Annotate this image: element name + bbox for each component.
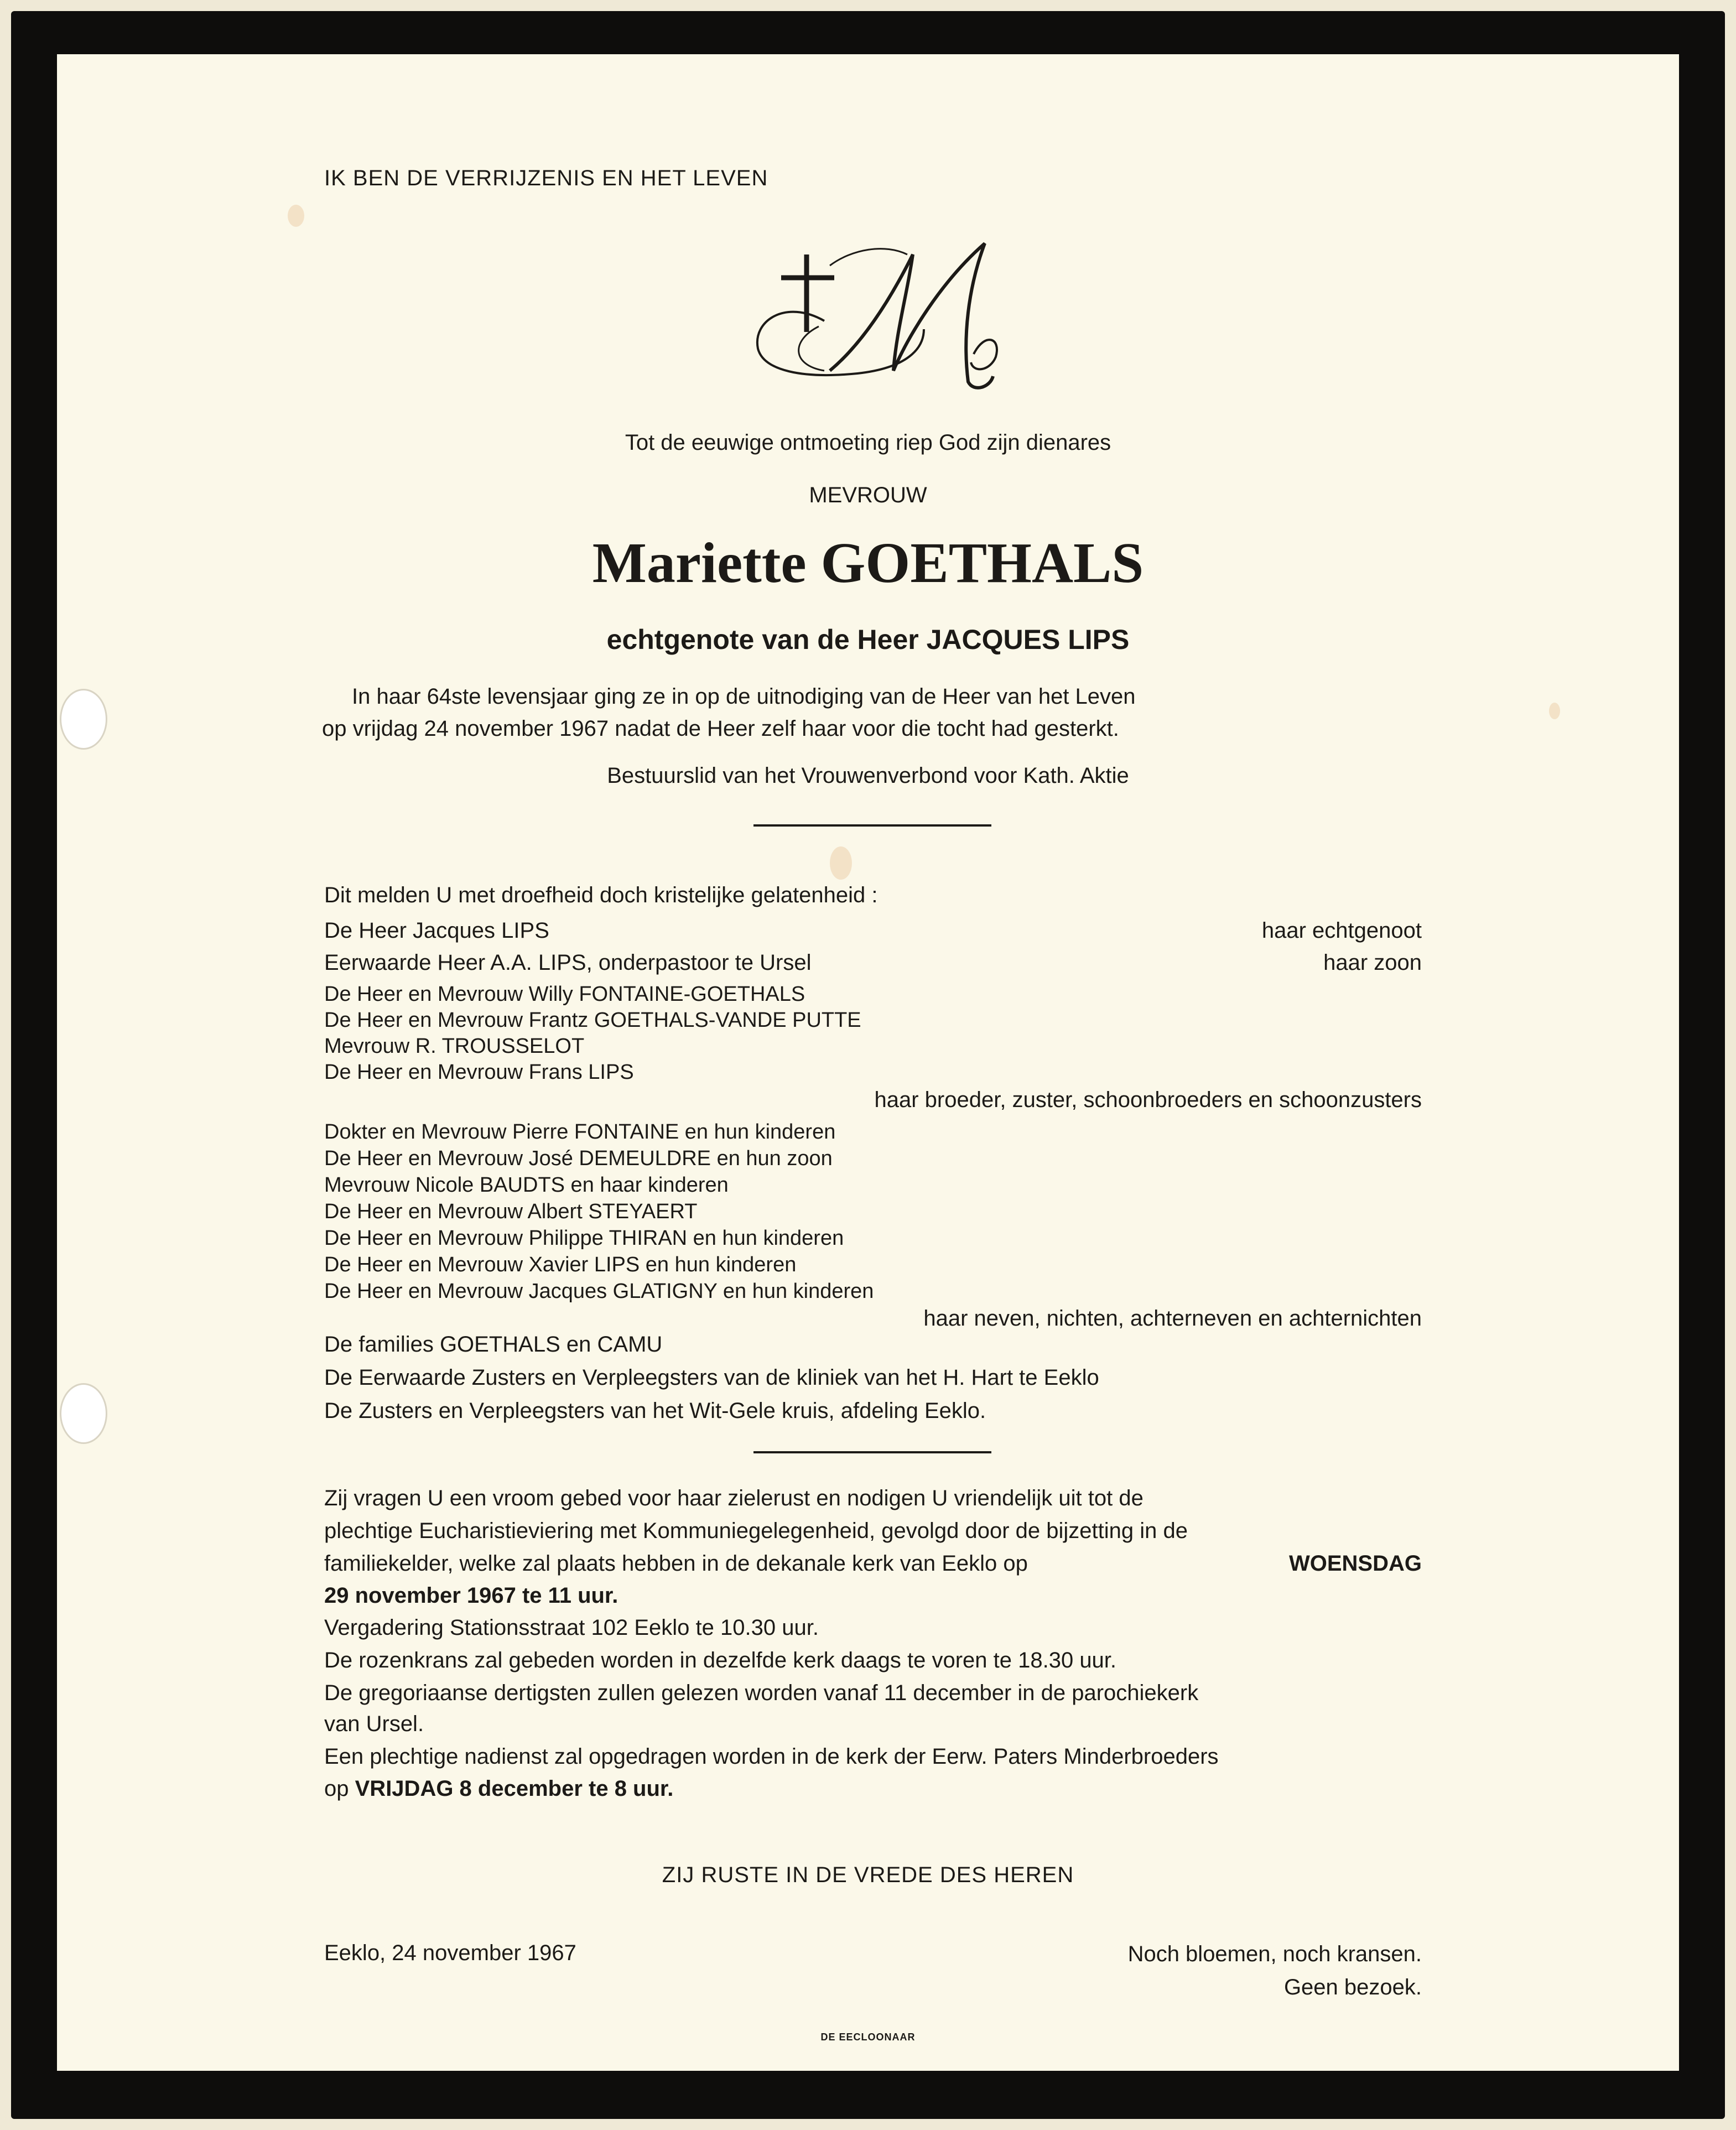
sibling-entry: De Heer en Mevrouw Willy FONTAINE-GOETHALS (324, 983, 805, 1006)
sibling-entry: Mevrouw R. TROUSSELOT (324, 1035, 585, 1058)
service-line-8: van Ursel. (324, 1712, 424, 1736)
divider-2 (753, 1451, 991, 1453)
deceased-name: Mariette GOETHALS (592, 531, 1144, 595)
nephew-entry: De Heer en Mevrouw Xavier LIPS en hun kinderen (324, 1253, 797, 1276)
death-line-2: op vrijdag 24 november 1967 nadat de Heer zelf haar voor die tocht had gesterkt. (322, 716, 1119, 741)
requests-1: Noch bloemen, noch kransen. (1127, 1942, 1422, 1966)
nephew-entry: Dokter en Mevrouw Pierre FONTAINE en hun kinderen (324, 1120, 836, 1144)
spouse-line: echtgenote van de Heer JACQUES LIPS (606, 624, 1130, 655)
service-line-10-bold: VRIJDAG 8 december te 8 uur. (355, 1776, 674, 1801)
husband-name: De Heer Jacques LIPS (324, 918, 549, 943)
nephew-entry: Mevrouw Nicole BAUDTS en haar kinderen (324, 1173, 729, 1197)
divider-1 (753, 824, 991, 827)
death-line-1 (352, 684, 1395, 709)
service-line-9: Een plechtige nadienst zal opgedragen worden in de kerk der Eerw. Paters Minderbroeders (324, 1744, 1219, 1769)
place-date: Eeklo, 24 november 1967 (324, 1941, 576, 1965)
sibling-entry: De Heer en Mevrouw Frans LIPS (324, 1061, 634, 1084)
service-line-10-prefix: op (324, 1776, 349, 1801)
siblings-relation: haar broeder, zuster, schoonbroeders en schoonzusters (874, 1088, 1422, 1112)
stain (1549, 703, 1560, 719)
stain (288, 205, 304, 227)
son-name: Eerwaarde Heer A.A. LIPS, onderpastoor te Ursel (324, 950, 812, 975)
role-text: Bestuurslid van het Vrouwenverbond voor Kath. Aktie (607, 763, 1129, 788)
motto: IK BEN DE VERRIJZENIS EN HET LEVEN (324, 166, 768, 190)
stain (830, 846, 852, 880)
intro-text: Tot de eeuwige ontmoeting riep God zijn dienares (625, 430, 1111, 455)
husband-relation: haar echtgenoot (1261, 918, 1422, 943)
service-line-5: Vergadering Stationsstraat 102 Eeklo te 10.30 uur. (324, 1615, 819, 1640)
service-line-3: familiekelder, welke zal plaats hebben in de dekanale kerk van Eeklo op (324, 1551, 1028, 1576)
service-line-1: Zij vragen U een vroom gebed voor haar zielerust en nodigen U vriendelijk uit tot de (324, 1486, 1144, 1510)
son-relation: haar zoon (1323, 950, 1422, 975)
death-line-1-text: In haar 64ste levensjaar ging ze in op de uitnodiging van de Heer van het Leven (352, 684, 1136, 709)
title-prefix: MEVROUW (809, 483, 927, 507)
announce-intro: Dit melden U met droefheid doch kristelijke gelatenheid : (324, 883, 878, 907)
printer-mark: DE EECLOONAAR (820, 2032, 916, 2043)
punch-hole-top (60, 689, 107, 750)
service-line-2: plechtige Eucharistieviering met Kommuniegelegenheid, gevolgd door de bijzetting in de (324, 1519, 1188, 1543)
nephews-relation: haar neven, nichten, achterneven en achternichten (923, 1306, 1422, 1331)
service-date: 29 november 1967 te 11 uur. (324, 1583, 618, 1608)
other-entry: De Eerwaarde Zusters en Verpleegsters van de kliniek van het H. Hart te Eeklo (324, 1365, 1099, 1390)
service-line-7: De gregoriaanse dertigsten zullen gelezen worden vanaf 11 december in de parochiekerk (324, 1681, 1199, 1705)
nephew-entry: De Heer en Mevrouw Philippe THIRAN en hun kinderen (324, 1227, 844, 1250)
svg-text:M: M (741, 232, 742, 233)
requests-2: Geen bezoek. (1283, 1975, 1422, 1999)
service-line-10 (324, 1776, 673, 1801)
cross-icon (781, 254, 834, 332)
nephew-entry: De Heer en Mevrouw José DEMEULDRE en hun zoon (324, 1147, 833, 1170)
other-entry: De Zusters en Verpleegsters van het Wit-Gele kruis, afdeling Eeklo. (324, 1399, 986, 1423)
service-line-6: De rozenkrans zal gebeden worden in dezelfde kerk daags te voren te 18.30 uur. (324, 1648, 1117, 1672)
nephew-entry: De Heer en Mevrouw Albert STEYAERT (324, 1200, 698, 1223)
service-day: WOENSDAG (1289, 1551, 1422, 1576)
closing-text: ZIJ RUSTE IN DE VREDE DES HEREN (662, 1863, 1074, 1887)
other-entry: De families GOETHALS en CAMU (324, 1332, 663, 1357)
punch-hole-bottom (60, 1383, 107, 1444)
sibling-entry: De Heer en Mevrouw Frantz GOETHALS-VANDE PUTTE (324, 1009, 861, 1032)
monogram (741, 232, 1007, 393)
nephew-entry: De Heer en Mevrouw Jacques GLATIGNY en hun kinderen (324, 1280, 874, 1303)
